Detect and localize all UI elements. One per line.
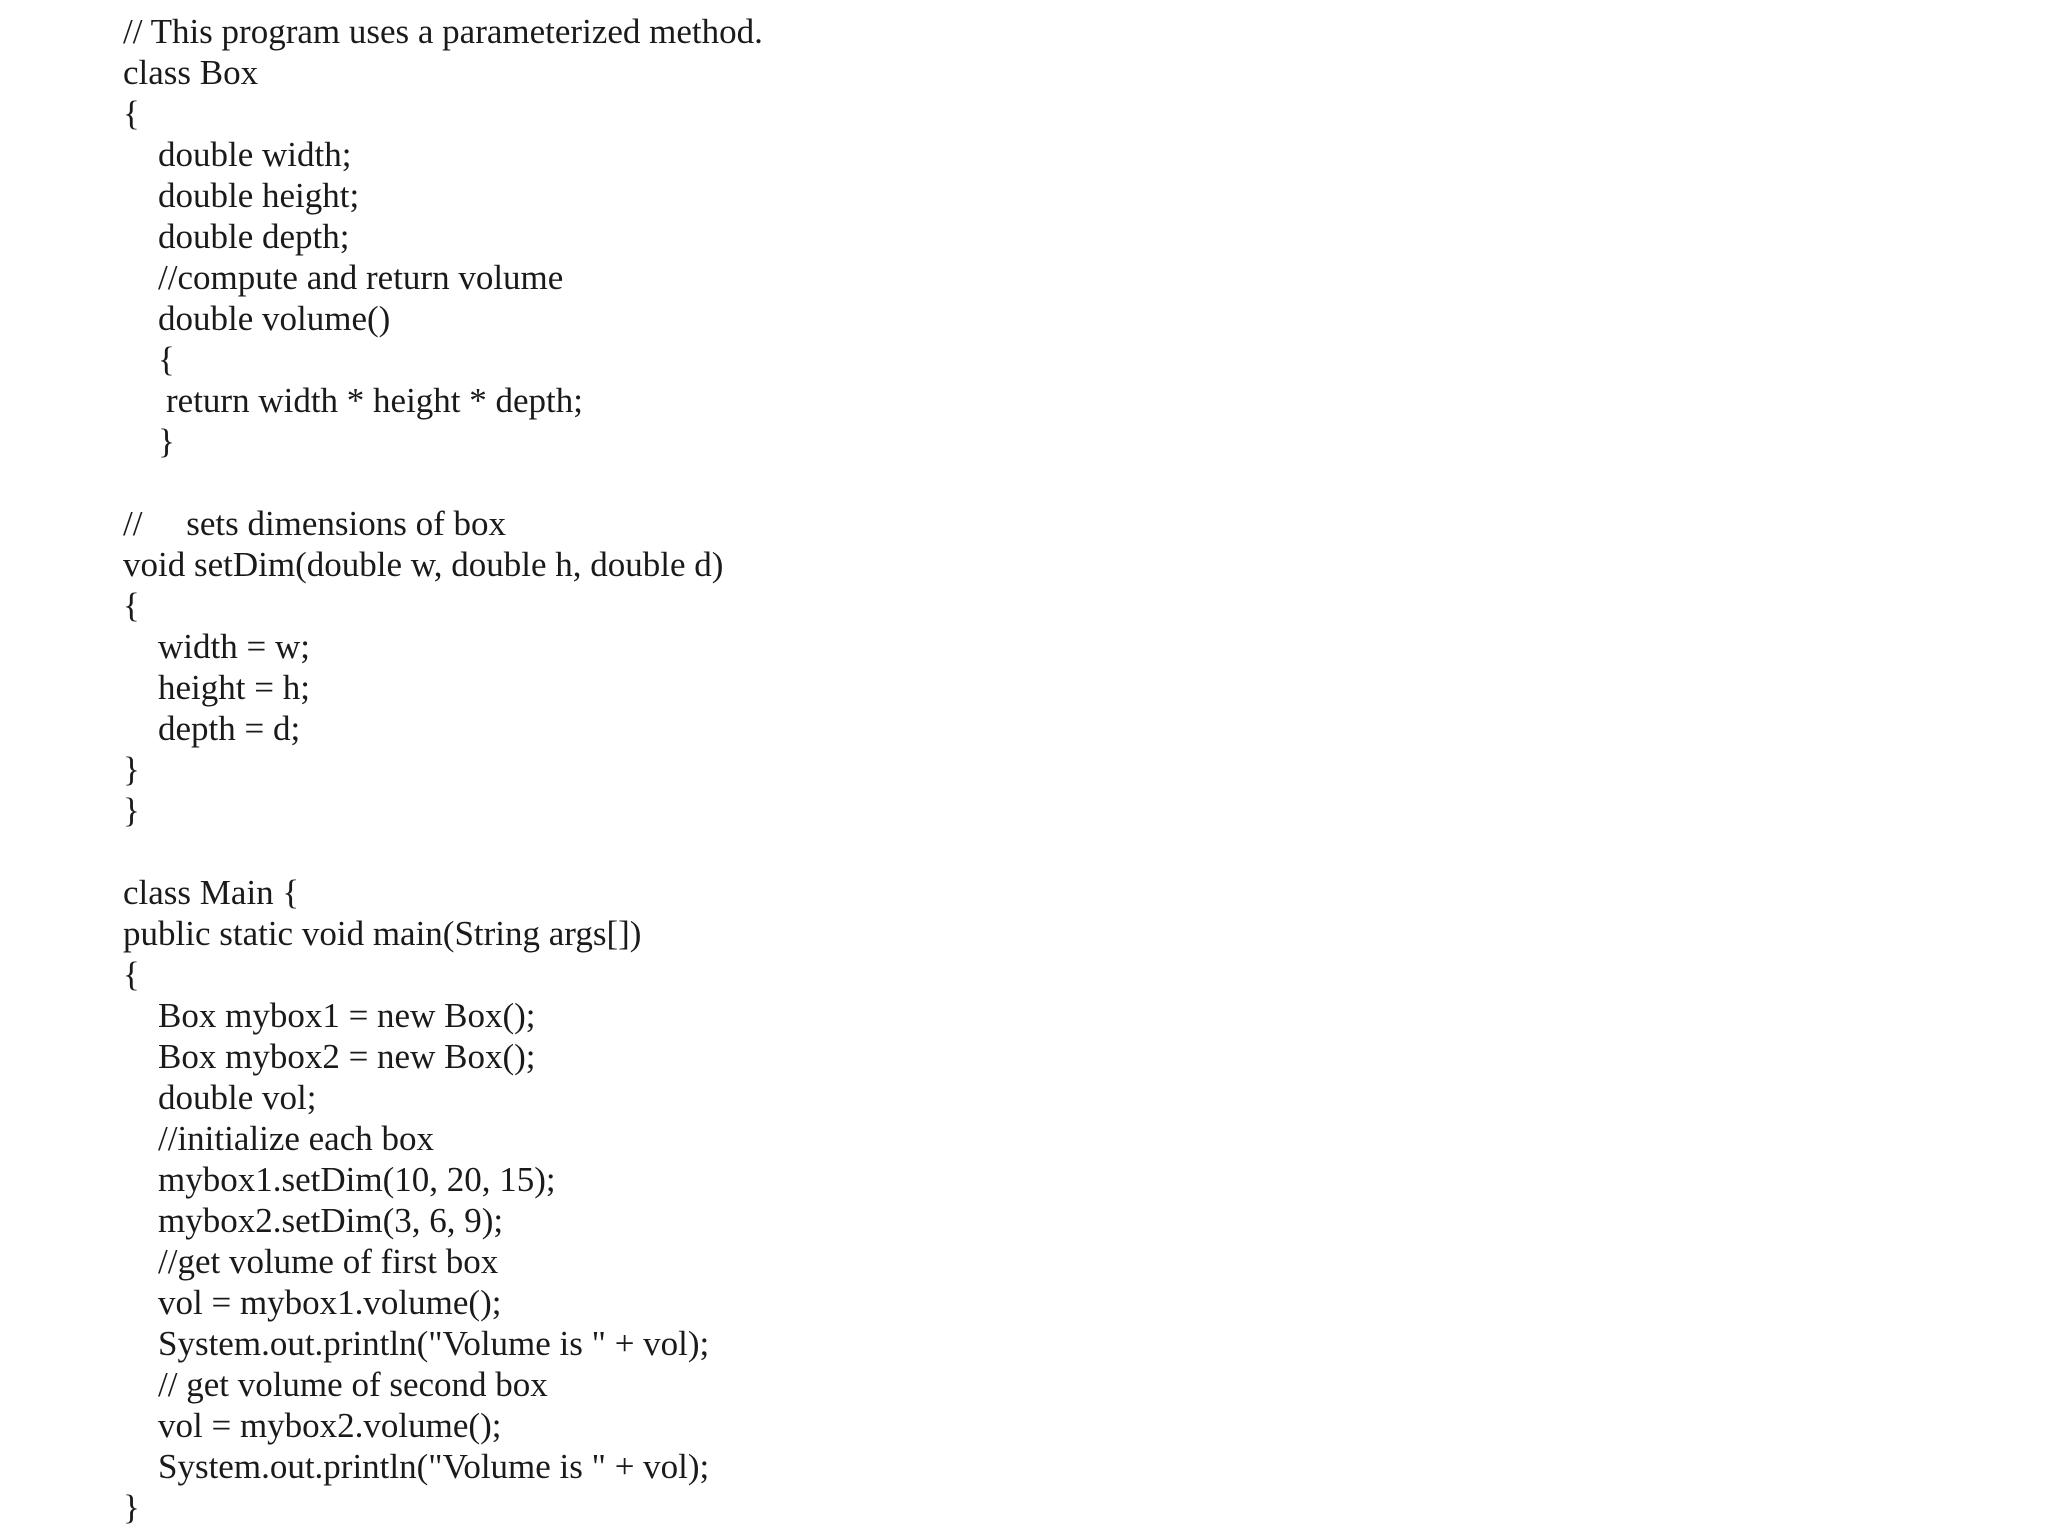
code-line: // sets dimensions of box bbox=[123, 504, 507, 543]
code-line: double volume() bbox=[158, 299, 391, 338]
code-line: Box mybox1 = new Box(); bbox=[158, 996, 536, 1035]
code-line: depth = d; bbox=[158, 709, 301, 748]
code-line: height = h; bbox=[158, 668, 310, 707]
code-line: double vol; bbox=[158, 1078, 317, 1117]
code-line: { bbox=[123, 955, 140, 994]
code-line: class Box bbox=[123, 53, 259, 92]
code-line: } bbox=[158, 422, 175, 461]
code-line: double width; bbox=[158, 135, 352, 174]
code-line: { bbox=[123, 586, 140, 625]
code-line: } bbox=[123, 1488, 140, 1527]
code-line: //get volume of first box bbox=[158, 1242, 499, 1281]
code-line: //initialize each box bbox=[158, 1119, 435, 1158]
code-line: { bbox=[123, 94, 140, 133]
code-line: class Main { bbox=[123, 873, 300, 912]
code-line: Box mybox2 = new Box(); bbox=[158, 1037, 536, 1076]
code-line: width = w; bbox=[158, 627, 310, 666]
code-line: // This program uses a parameterized method. bbox=[123, 12, 763, 51]
code-line: public static void main(String args[]) bbox=[123, 914, 642, 953]
code-line: double depth; bbox=[158, 217, 350, 256]
code-line: } bbox=[123, 791, 140, 830]
code-line: //compute and return volume bbox=[158, 258, 564, 297]
code-line: vol = mybox2.volume(); bbox=[158, 1406, 502, 1445]
code-line: double height; bbox=[158, 176, 360, 215]
code-line: System.out.println("Volume is " + vol); bbox=[158, 1447, 710, 1486]
code-line: { bbox=[158, 340, 175, 379]
code-line: vol = mybox1.volume(); bbox=[158, 1283, 502, 1322]
code-line: System.out.println("Volume is " + vol); bbox=[158, 1324, 710, 1363]
code-line: mybox1.setDim(10, 20, 15); bbox=[158, 1160, 556, 1199]
code-line: void setDim(double w, double h, double d) bbox=[123, 545, 724, 584]
code-line: // get volume of second box bbox=[158, 1365, 548, 1404]
code-line: mybox2.setDim(3, 6, 9); bbox=[158, 1201, 504, 1240]
code-line: return width * height * depth; bbox=[166, 381, 584, 420]
code-line: } bbox=[123, 750, 140, 789]
